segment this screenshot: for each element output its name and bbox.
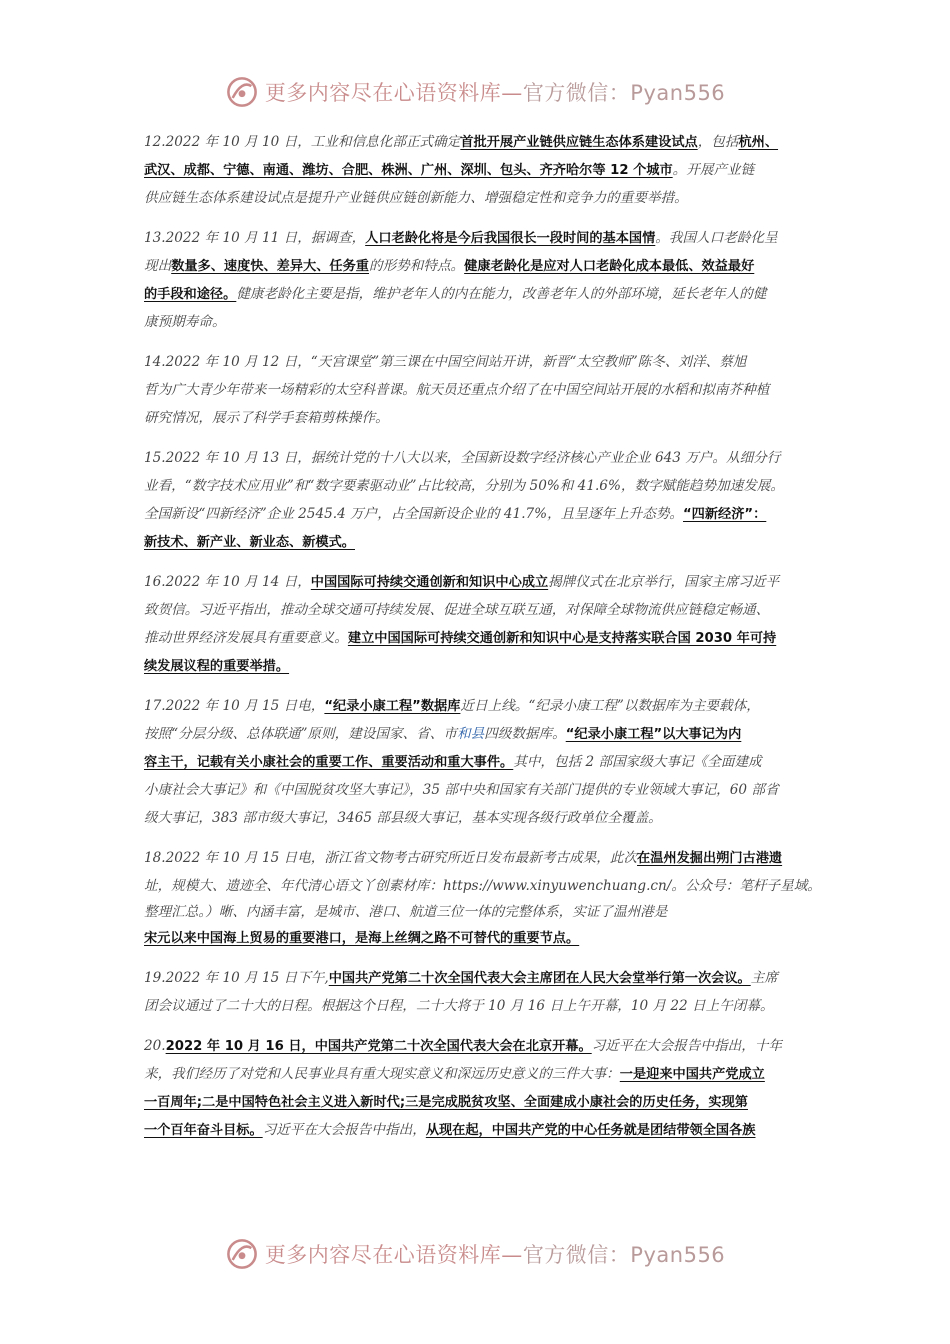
text-line [144, 964, 834, 992]
body-text: 近日上线。“纪录小康工程”以数据库为主要载体， [460, 698, 760, 714]
text-line [144, 1032, 834, 1060]
body-text: 小康社会大事记》和《中国脱贫攻坚大事记》，35 部中央和国家有关部门提供的专业领域大事记，60 部省 [144, 782, 779, 798]
body-text: 揭牌仪式在北京举行，国家主席习近平 [548, 574, 780, 590]
body-text: 12.2022 年 10 月 10 日，工业和信息化部正式确定 [144, 134, 461, 150]
body-text: 哲为广大青少年带来一场精彩的太空科普课。航天员还重点介绍了在中国空间站开展的水稻和拟南芥种植 [144, 382, 770, 398]
body-text: 址，规模大、遗迹全、年代清心语文丫创素材库：https://www.xinyuwenchuang.cn/。公众号：笔杆子星域。 [144, 878, 821, 894]
key-point-text: 在温州发掘出朔门古港遗 [637, 851, 783, 866]
key-point-text: “纪录小康工程”数据库 [324, 699, 461, 714]
key-point-text: 容主干，记载有关小康社会的重要工作、重要活动和重大事件。 [144, 755, 514, 770]
text-line [144, 308, 834, 336]
news-item-12 [144, 128, 834, 212]
news-item-13 [144, 224, 834, 336]
body-text: 团会议通过了二十大的日程。根据这个日程，二十大将于 10 月 16 日上午开幕，10 月 22 日上午闭幕。 [144, 998, 774, 1014]
body-text: 16.2022 年 10 月 14 日， [144, 574, 311, 590]
text-line [144, 444, 834, 472]
body-text: 主席 [750, 970, 778, 986]
document-body [144, 128, 834, 1156]
footer-watermark [0, 1234, 950, 1274]
body-text: 习近平在大会报告中指出， [262, 1122, 426, 1138]
text-line [144, 924, 834, 952]
key-point-text: 2022 年 10 月 16 日，中国共产党第二十次全国代表大会在北京开幕。 [165, 1039, 592, 1054]
text-line [144, 156, 834, 184]
body-text: 业看，“数字技术应用业”和“数字要素驱动业”占比较高，分别为 50%和 41.6%，数字赋能趋势加速发展。 [144, 478, 784, 494]
key-point-text: 武汉、成都、宁德、南通、潍坊、合肥、株洲、广州、深圳、包头、齐齐哈尔等 12 个城市 [144, 163, 673, 178]
key-point-text: 从现在起，中国共产党的中心任务就是团结带领全国各族 [425, 1123, 756, 1138]
body-text: 按照“分层分级、总体联通”原则，建设国家、省、市 [144, 726, 457, 742]
link-text[interactable]: 和县 [456, 726, 485, 742]
body-text: 20. [144, 1038, 166, 1054]
news-item-18 [144, 844, 834, 952]
news-item-15 [144, 444, 834, 556]
key-point-text: 数量多、速度快、差异大、任务重 [171, 259, 369, 274]
text-line [144, 376, 834, 404]
text-line [144, 720, 834, 748]
key-point-text: 健康老龄化是应对人口老龄化成本最低、效益最好 [464, 259, 755, 274]
key-point-text: 一百周年;二是中国特色社会主义进入新时代;三是完成脱贫攻坚、全面建成小康社会的历史任务，实现第 [144, 1095, 748, 1110]
text-line [144, 128, 834, 156]
text-line [144, 568, 834, 596]
text-line [144, 224, 834, 252]
footer-brand-text: 更多内容尽在心语资料库—官方微信：Pyan556 [264, 1243, 726, 1267]
body-text: 18.2022 年 10 月 15 日电，浙江省文物考古研究所近日发布最新考古成果，此次 [144, 850, 638, 866]
key-point-text: 杭州、 [738, 135, 779, 150]
text-line [144, 776, 834, 804]
key-point-text: 首批开展产业链供应链生态体系建设试点 [460, 135, 698, 150]
body-text: 康预期寿命。 [144, 314, 226, 330]
text-line [144, 404, 834, 432]
news-item-19 [144, 964, 834, 1020]
body-text: 17.2022 年 10 月 15 日电， [144, 698, 325, 714]
text-line [144, 472, 834, 500]
body-text: ，包括 [697, 134, 739, 150]
header-watermark [0, 72, 950, 112]
body-text: 习近平在大会报告中指出，十年 [591, 1038, 782, 1054]
text-line [144, 1116, 834, 1144]
body-text: 13.2022 年 10 月 11 日，据调查， [144, 230, 366, 246]
text-line [144, 348, 834, 376]
text-line [144, 652, 834, 680]
body-text: 健康老龄化主要是指，维护老年人的内在能力，改善老年人的外部环境，延长老年人的健 [236, 286, 767, 302]
key-point-text: 中国共产党第二十次全国代表大会主席团在人民大会堂举行第一次会议。 [328, 971, 751, 986]
text-line [144, 528, 834, 556]
header-brand-text: 更多内容尽在心语资料库—官方微信：Pyan556 [264, 81, 726, 105]
body-text: 整理汇总。）晰、内涵丰富，是城市、港口、航道三位一体的完整体系，实证了温州港是 [144, 904, 668, 920]
text-line [144, 1060, 834, 1088]
body-text: 致贺信。习近平指出，推动全球交通可持续发展、促进全球互联互通，对保障全球物流供应链稳定畅通、 [144, 602, 770, 618]
text-line [144, 900, 834, 924]
key-point-text: 续发展议程的重要举措。 [144, 659, 290, 674]
body-text: 14.2022 年 10 月 12 日，“天宫课堂”第三课在中国空间站开讲，新晋“太空教师”陈冬、刘洋、蔡旭 [144, 354, 747, 370]
text-line [144, 596, 834, 624]
body-text: 来，我们经历了对党和人民事业具有重大现实意义和深远历史意义的三件大事： [144, 1066, 620, 1082]
text-line [144, 872, 834, 900]
body-text: 全国新设“四新经济”企业 2545.4 万户，占全国新设企业的 41.7%，且呈逐年上升态势。 [144, 506, 684, 522]
key-point-text: 新技术、新产业、新业态、新模式。 [144, 535, 355, 550]
body-text: 研究情况，展示了科学手套箱剪株操作。 [144, 410, 389, 426]
text-line [144, 992, 834, 1020]
body-text: 15.2022 年 10 月 13 日，据统计党的十八大以来，全国新设数字经济核心产业企业 643 万户。从细分行 [144, 450, 781, 466]
key-point-text: 建立中国国际可持续交通创新和知识中心是支持落实联合国 2030 年可持 [347, 631, 777, 646]
body-text: 。我国人口老龄化呈 [655, 230, 778, 246]
key-point-text: 的手段和途径。 [144, 287, 237, 302]
key-point-text: “纪录小康工程”以大事记为内 [565, 727, 742, 742]
text-line [144, 184, 834, 212]
body-text: 的形势和特点。 [369, 258, 465, 274]
body-text: 现出 [144, 258, 172, 274]
key-point-text: “四新经济”： [683, 507, 767, 522]
brand-logo-icon [225, 75, 259, 109]
text-line [144, 280, 834, 308]
text-line [144, 748, 834, 776]
body-text: 供应链生态体系建设试点是提升产业链供应链创新能力、增强稳定性和竞争力的重要举措。 [144, 190, 688, 206]
key-point-text: 中国国际可持续交通创新和知识中心成立 [310, 575, 549, 590]
key-point-text: 一是迎来中国共产党成立 [619, 1067, 765, 1082]
body-text: 其中，包括 2 部国家级大事记《全面建成 [513, 754, 762, 770]
body-text: 推动世界经济发展具有重要意义。 [144, 630, 348, 646]
news-item-14 [144, 348, 834, 432]
text-line [144, 1088, 834, 1116]
body-text: 19.2022 年 10 月 15 日下午, [144, 970, 329, 986]
text-line [144, 804, 834, 832]
brand-logo-icon [225, 1237, 259, 1271]
body-text: 级大事记，383 部市级大事记，3465 部县级大事记，基本实现各级行政单位全覆盖。 [144, 810, 662, 826]
text-line [144, 252, 834, 280]
text-line [144, 692, 834, 720]
news-item-20 [144, 1032, 834, 1144]
text-line [144, 500, 834, 528]
news-item-16 [144, 568, 834, 680]
key-point-text: 人口老龄化将是今后我国很长一段时间的基本国情 [365, 231, 656, 246]
text-line [144, 844, 834, 872]
news-item-17 [144, 692, 834, 832]
body-text: 。开展产业链 [672, 162, 755, 178]
body-text: 四级数据库。 [484, 726, 566, 742]
key-point-text: 宋元以来中国海上贸易的重要港口，是海上丝绸之路不可替代的重要节点。 [144, 931, 580, 946]
key-point-text: 一个百年奋斗目标。 [144, 1123, 263, 1138]
text-line [144, 624, 834, 652]
